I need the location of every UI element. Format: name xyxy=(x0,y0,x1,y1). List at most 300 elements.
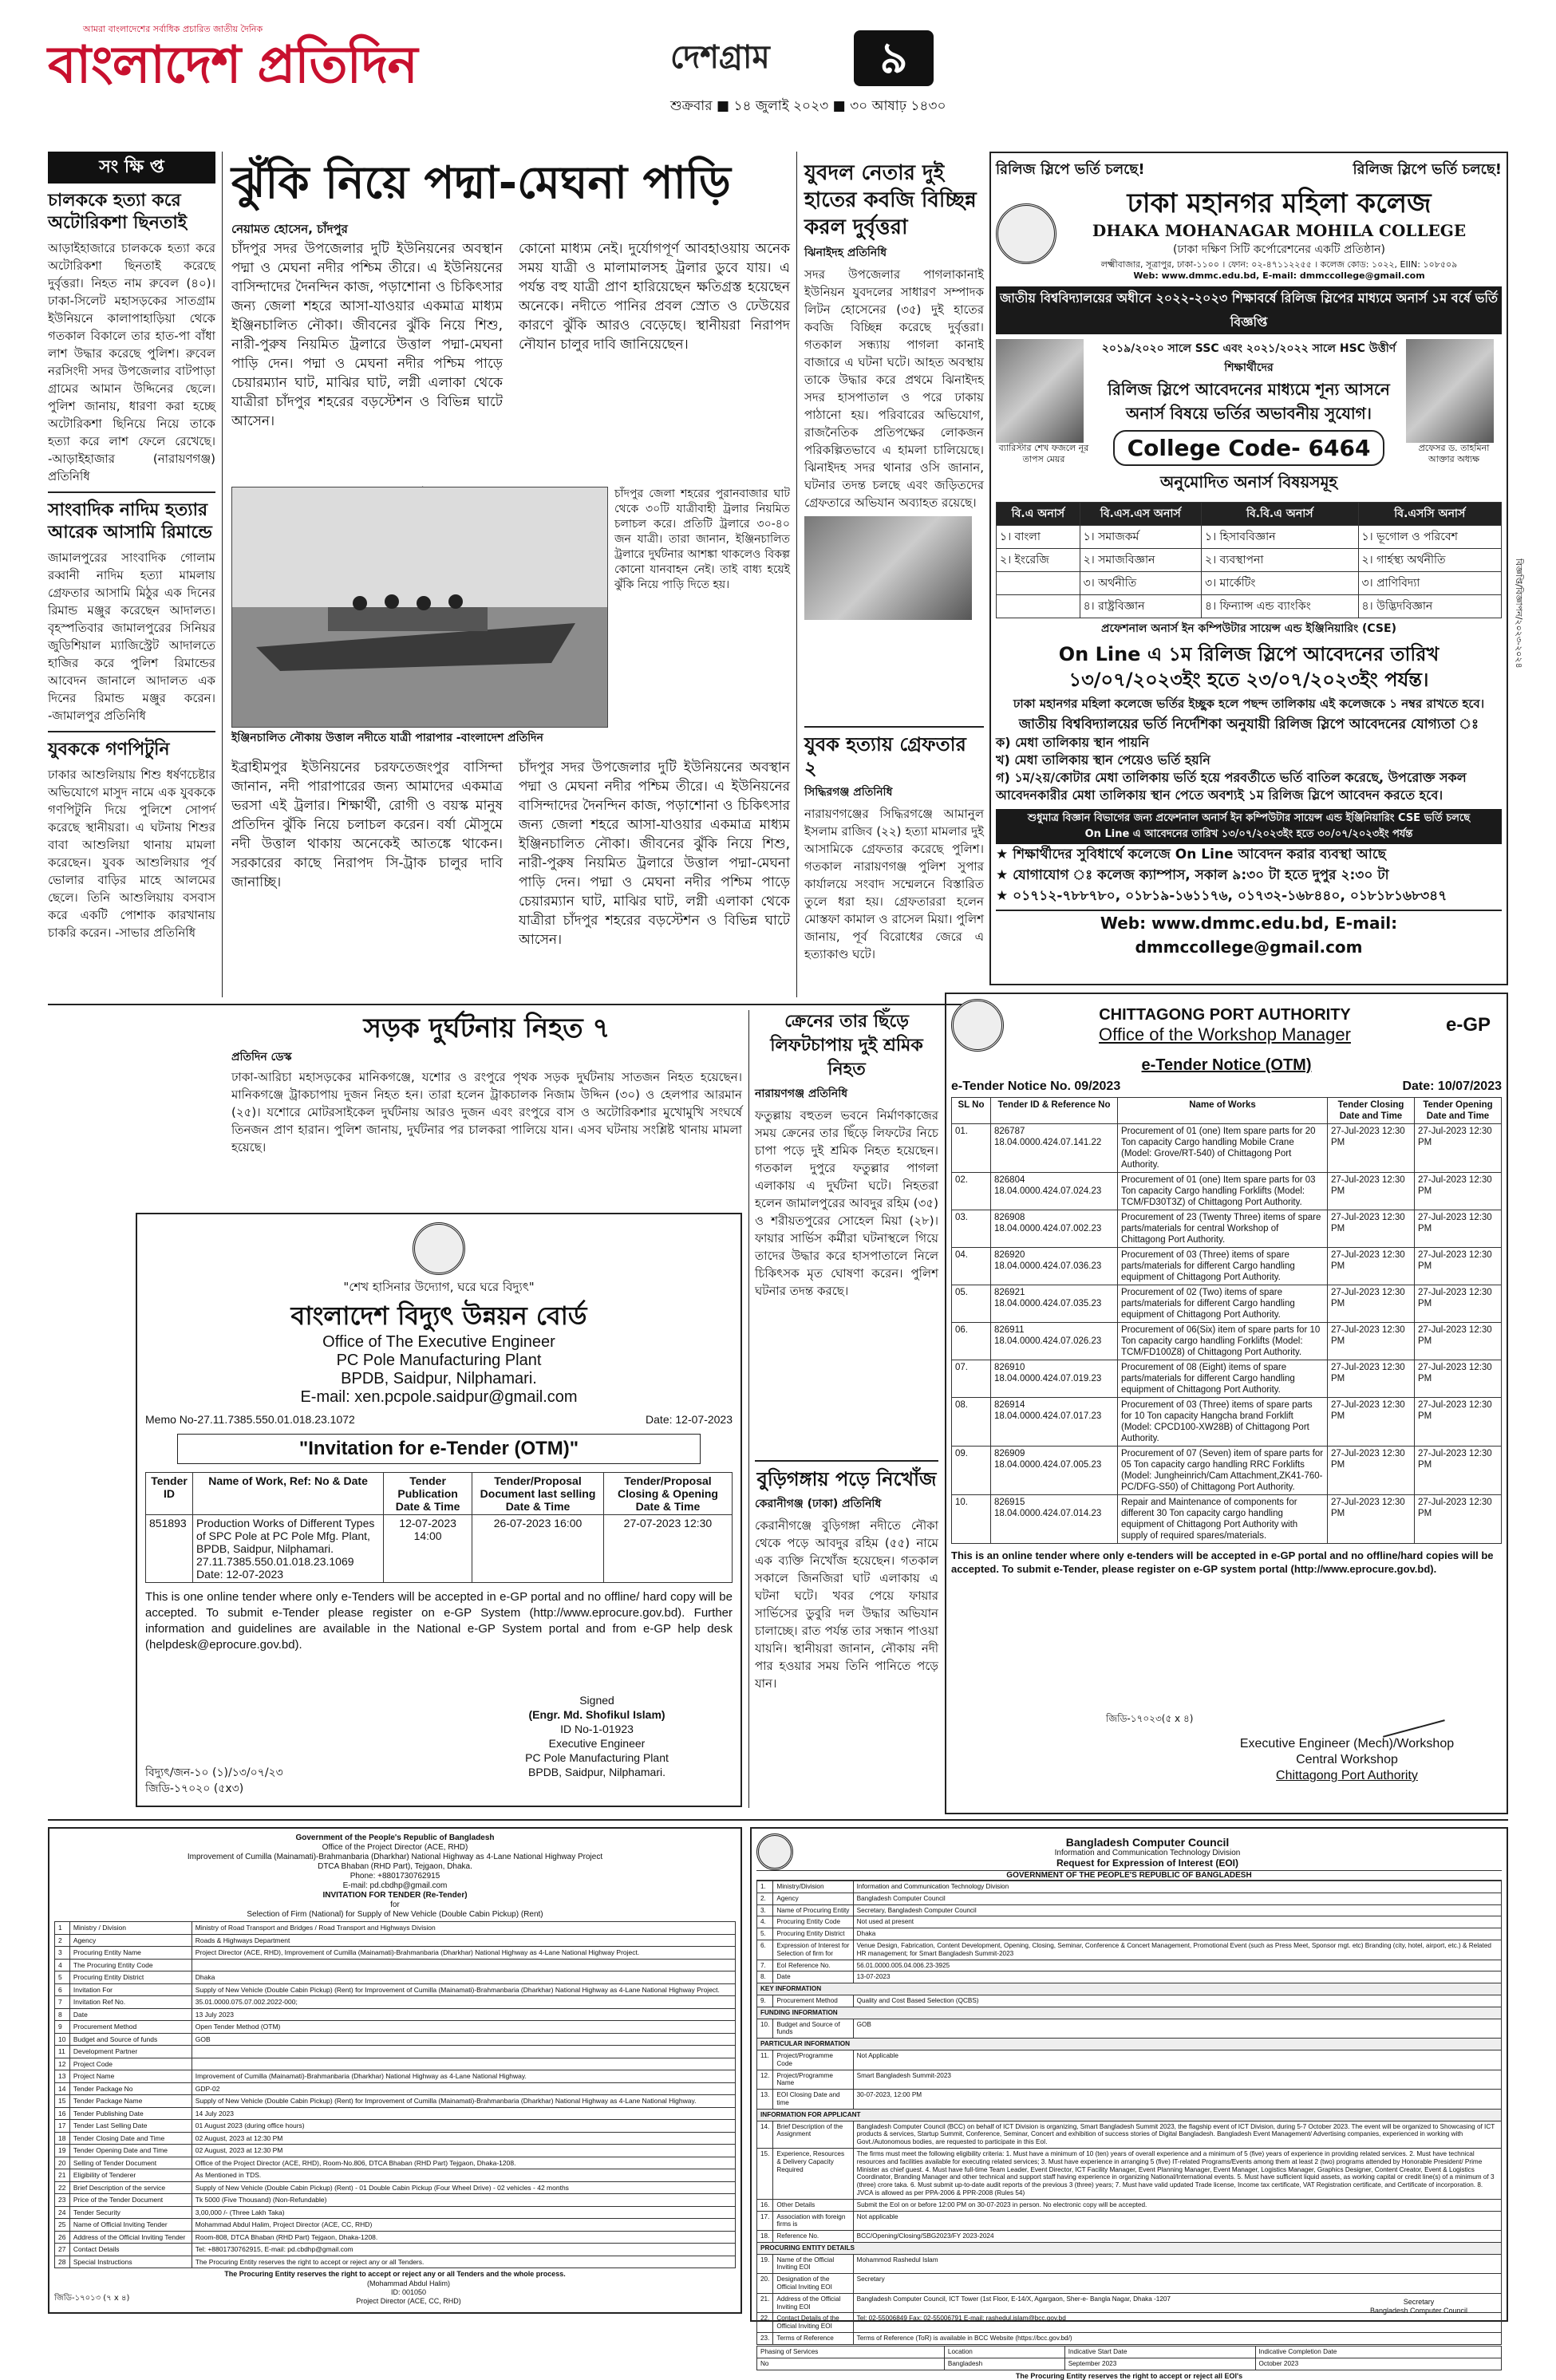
bcc-sign: Bangladesh Computer Council xyxy=(1369,2307,1468,2315)
bpdb-signer: (Engr. Md. Shofikul Islam) xyxy=(528,1708,665,1721)
story-headline: সড়ক দুর্ঘটনায় নিহত ৭ xyxy=(363,1012,610,1044)
bpdb-signer-id: ID No-1-01923 xyxy=(560,1723,634,1735)
masthead-tagline: আমরা বাংলাদেশের সর্বাধিক প্রচারিত জাতীয় দৈনিক xyxy=(83,24,263,34)
table-row xyxy=(757,2211,1502,2231)
table-cell: Procurement of 02 (Two) items of spare parts/materials for different Cargo handling equipment of Chittagong Port Authority. xyxy=(1118,1285,1328,1323)
table-cell: Designation of the Official Inviting EOI xyxy=(773,2274,853,2294)
table-cell: Procuring Entity District xyxy=(69,1971,192,1984)
story-byline: প্রতিদিন ডেস্ক xyxy=(231,1051,292,1064)
table-cell: 27-Jul-2023 12:30 PM xyxy=(1415,1248,1502,1285)
table-row xyxy=(757,1960,1502,1971)
subject-cell: ১। হিসাববিজ্ঞান xyxy=(1201,526,1358,549)
table-cell: Name of Procuring Entity xyxy=(773,1904,853,1916)
table-cell: Secretary, Bangladesh Computer Council xyxy=(853,1904,1501,1916)
bpdb-date: Date: 12-07-2023 xyxy=(646,1413,733,1426)
table-cell: 6. xyxy=(757,1940,773,1960)
table-row xyxy=(757,2358,1502,2370)
rhd-header: E-mail: pd.cbdhp@gmail.com xyxy=(342,1881,448,1890)
table-row xyxy=(55,2206,736,2219)
table-row xyxy=(55,2244,736,2256)
table-cell: 10. xyxy=(757,2019,773,2039)
bpdb-logo-icon xyxy=(413,1222,465,1275)
table-cell: 3 xyxy=(55,1947,70,1960)
rhd-sign: ID: 001050 xyxy=(390,2288,427,2296)
table-cell: 5. xyxy=(757,1928,773,1940)
table-cell: 14 July 2023 xyxy=(192,2107,735,2120)
bcc-table xyxy=(756,1881,1502,2345)
table-cell: Procurement of 06(Six) item of spare parts for 10 Ton capacity cargo handling Forklifts (Model: TCM/FD100Z8) of Chittagong Port Authority. xyxy=(1118,1323,1328,1360)
table-cell: Project Code xyxy=(69,2058,192,2070)
cpa-table xyxy=(951,1097,1502,1544)
table-cell: 01 August 2023 (during office hours) xyxy=(192,2120,735,2133)
table-cell: 22 xyxy=(55,2181,70,2194)
table-cell: Procurement Method xyxy=(69,2021,192,2034)
bpdb-motto: "শেখ হাসিনার উদ্যোগ, ঘরে ঘরে বিদ্যুৎ" xyxy=(343,1280,535,1294)
table-cell: 826915 18.04.0000.424.07.014.23 xyxy=(991,1495,1118,1544)
rhd-header: DTCA Bhaban (RHD Part), Tejgaon, Dhaka. xyxy=(318,1862,472,1871)
table-cell: Production Works of Different Types of SPC Pole at PC Pole Mfg. Plant, BPDB, Saidpur, Nilphamari. 27.11.7385.550.01.018.23.1069 Date: 12-07-2023 xyxy=(193,1515,384,1583)
subject-cell: ৩। প্রাণিবিদ্যা xyxy=(1358,572,1501,595)
table-cell: 13. xyxy=(757,2090,773,2110)
table-cell: 851893 xyxy=(146,1515,193,1583)
table-cell: Venue Design, Fabrication, Content Development, Opening, Closing, Seminar, Conference & Concert Management, Promotional Event (such as Press Meet, Sponsor mgt. etc) Branding (city, hotel, airport, etc.) & Related HR management; for Smart Bangladesh Summit-2023 xyxy=(853,1940,1501,1960)
college-logo-icon xyxy=(996,203,1056,264)
apply-line: রিলিজ স্লিপে আবেদনের মাধ্যমে শূন্য আসনে xyxy=(1108,380,1390,399)
table-cell: Other Details xyxy=(773,2199,853,2211)
story-body: সদর উপজেলার পাগলাকানাই ইউনিয়ন যুবদলের সাধারণ সম্পাদক লিটন হোসেনের (৩৫) দুই হাতের কবজি বিচ্ছিন্ন করেছে দুর্বৃত্তরা। গতকাল সন্ধ্যায় পাগলা কানাই বাজারে এ ঘটনা ঘটে। আহত অবস্থায় তাকে উদ্ধার করে প্রথমে ঝিনাইদহ সদর হাসপাতাল ও পরে ঢাকায় পাঠানো হয়। পরিবারের অভিযোগ, রাজনৈতিক প্রতিপক্ষের লোকজন পরিকল্পিতভাবে এ হামলা চালিয়েছে। ঝিনাইদহ সদর থানার ওসি জানান, ঘটনার তদন্ত চলছে এবং জড়িতদের গ্রেফতারে অভিযান অব্যাহত রয়েছে। xyxy=(804,267,984,510)
table-cell: Price of the Tender Document xyxy=(69,2194,192,2207)
cpa-egp: e-GP xyxy=(1446,1014,1491,1036)
page-section: দেশগ্রাম xyxy=(670,39,770,76)
cse-band-line: শুধুমাত্র বিজ্ঞান বিভাগের জন্য প্রফেশনাল অনার্স ইন কম্পিউটার সায়েন্স এন্ড ইঞ্জিনিয়ারিং CSE ভর্তি চলছে xyxy=(1027,812,1471,824)
table-cell: 12. xyxy=(757,2070,773,2090)
table-cell: 02. xyxy=(952,1173,991,1210)
table-row xyxy=(997,526,1502,549)
table-cell: Indicative Completion Date xyxy=(1255,2346,1501,2358)
table-cell: 13-07-2023 xyxy=(853,1971,1501,1983)
section-label: FUNDING INFORMATION xyxy=(757,2007,1502,2019)
story-body: ফতুল্লায় বহুতল ভবনে নির্মাণকাজের সময় ক্রেনের তার ছিঁড়ে লিফটের নিচে চাপা পড়ে দুই শ্রমিক নিহত হয়েছেন। গতকাল দুপুরে ফতুল্লার পাগলা এলাকায় এ দুর্ঘটনা ঘটে। নিহতরা হলেন জামালপুরের আবদুর রহিম (৩৫) ও শরীয়তপুরের সোহেল মিয়া (২৮)। ফায়ার সার্ভিস কর্মীরা ঘটনাস্থলে গিয়ে তাদের উদ্ধার করে হাসপাতালে নিলে চিকিৎসক মৃত ঘোষণা করেন। পুলিশ ঘটনার তদন্ত করছে। xyxy=(755,1108,938,1298)
table-cell: Office of the Project Director (ACE, RHD), Room-No.806, DTCA Bhaban (RHD Part) Tejgaon, Dhaka-1208. xyxy=(192,2157,735,2169)
bpdb-signer-loc: BPDB, Saidpur, Nilphamari. xyxy=(528,1766,665,1778)
subject-cell: ৩। অর্থনীতি xyxy=(1080,572,1201,595)
table-row xyxy=(55,2095,736,2108)
table-cell: October 2023 xyxy=(1255,2358,1501,2370)
rhd-ref: জিডি-১৭০১৩ (৭ x ৪) xyxy=(54,2294,130,2303)
table-cell: 12 xyxy=(55,2058,70,2070)
table-cell: 1. xyxy=(757,1881,773,1893)
cse-band-line: On Line এ আবেদনের তারিখ ১৩/০৭/২০২৩ইং হতে ৩০/০৭/২০২৩ইং পর্যন্ত xyxy=(1084,828,1413,840)
rhd-header: Office of the Project Director (ACE, RHD) xyxy=(322,1843,468,1852)
subject-cell: ২। ব্যবস্থাপনা xyxy=(1201,549,1358,572)
table-cell: The Procuring Entity reserves the right to accept or reject any or all Tenders. xyxy=(192,2256,735,2268)
table-row xyxy=(952,1495,1502,1544)
table-cell: Agency xyxy=(69,1934,192,1947)
table-cell: Indicative Start Date xyxy=(1064,2346,1255,2358)
table-cell: Tk 5000 (Five Thousand) (Non-Refundable) xyxy=(192,2194,735,2207)
rhd-sel: Selection of Firm (National) for Supply of New Vehicle (Double Cabin Pickup) (Rent) xyxy=(247,1910,543,1919)
table-cell: 826787 18.04.0000.424.07.141.22 xyxy=(991,1124,1118,1173)
table-cell: 27-Jul-2023 12:30 PM xyxy=(1415,1398,1502,1447)
masthead xyxy=(48,22,1005,142)
table-cell: No xyxy=(757,2358,945,2370)
principal-photo xyxy=(1406,339,1502,497)
table-cell: 22. xyxy=(757,2313,773,2333)
online-facility: ★ শিক্ষার্থীদের সুবিধার্থে কলেজে On Line আবেদন করার ব্যবস্থা আছে xyxy=(996,847,1386,862)
table-row xyxy=(55,2070,736,2083)
table-cell: Ministry of Road Transport and Bridges / Road Transport and Highways Division xyxy=(192,1922,735,1935)
college-admission-banner: রিলিজ স্লিপে ভর্তি চলছে! xyxy=(1353,161,1502,178)
table-header: Tender Closing Date and Time xyxy=(1328,1098,1415,1124)
table-cell: 01. xyxy=(952,1124,991,1173)
table-cell: Procurement of 23 (Twenty Three) items of spare parts/materials for central Workshop of Chittagong Port Authority. xyxy=(1118,1210,1328,1248)
story-headline: বুড়িগঙ্গায় পড়ে নিখোঁজ xyxy=(756,1468,937,1490)
table-cell: As Mentioned in TDS. xyxy=(192,2169,735,2182)
eligibility-item: ক) মেধা তালিকায় স্থান পায়নি xyxy=(996,735,1150,750)
college-band: জাতীয় বিশ্ববিদ্যালয়ের অধীনে ২০২২-২০২৩ শিক্ষাবর্ষে রিলিজ স্লিপের মাধ্যমে অনার্স ১ম বর্ষে ভর্তি বিজ্ঞপ্তি xyxy=(996,286,1502,334)
subject-cell: ১। ভূগোল ও পরিবেশ xyxy=(1358,526,1501,549)
rhd-header: Government of the People's Republic of Bangladesh xyxy=(295,1833,495,1842)
subject-header: বি.এসসি অনার্স xyxy=(1358,503,1501,526)
table-cell: Open Tender Method (OTM) xyxy=(192,2021,735,2034)
bpdb-signer-plant: PC Pole Manufacturing Plant xyxy=(525,1751,669,1764)
lead-headline: ঝুঁকি নিয়ে পদ্মা-মেঘনা পাড়ি xyxy=(231,157,731,209)
table-cell: Name of Official Inviting Tender xyxy=(69,2219,192,2232)
bpdb-tender xyxy=(136,1213,742,1807)
table-cell: Procurement of 03 (Three) items of spare parts/materials for different Cargo handling equipment of Chittagong Port Authority. xyxy=(1118,1248,1328,1285)
table-cell: 5 xyxy=(55,1971,70,1984)
table-row xyxy=(952,1248,1502,1285)
lead-paragraph: চাঁদপুর সদর উপজেলার দুটি ইউনিয়নের অবস্থান পদ্মা ও মেঘনা নদীর পশ্চিম তীরে। এ ইউনিয়নের বাসিন্দাদের দৈনন্দিন কাজ, পড়াশোনা ও চিকিৎসার জন্য জেলা শহরে আসা-যাওয়ার একমাত্র মাধ্যম ইঞ্জিনচালিত নৌকা। জীবনের ঝুঁকি নিয়ে শিশু, নারী-পুরুষ নিয়মিত ট্রলারে উত্তাল পদ্মা-মেঘনা পাড়ি দেন। পদ্মা ও মেঘনা নদীর পশ্চিম পাড়ে চেয়ারম্যান ঘাট, মাঝির ঘাট, লগ্নী এলাকা থেকে যাত্রীরা চাঁদপুর শহরের বড়স্টেশন ও বিভিন্ন ঘাটে আসেন। xyxy=(231,241,503,429)
table-cell: 3,00,000 /- (Three Lakh Taka) xyxy=(192,2206,735,2219)
story-road-accident xyxy=(231,1010,742,1210)
table-row xyxy=(55,1983,736,1996)
table-cell: 04. xyxy=(952,1248,991,1285)
rhd-header: Improvement of Cumilla (Mainamati)-Brahmanbaria (Dharkhar) National Highway as 4-Lane National Highway Project xyxy=(187,1853,603,1861)
table-cell: 8. xyxy=(757,1971,773,1983)
table-cell: 09. xyxy=(952,1447,991,1495)
table-cell: 6 xyxy=(55,1983,70,1996)
table-row xyxy=(952,1360,1502,1398)
table-cell: Procurement of 08 (Eight) items of spare parts/materials for different Cargo handling equipment of Chittagong Port Authority. xyxy=(1118,1360,1328,1398)
cse-line: প্রফেশনাল অনার্স ইন কম্পিউটার সায়েন্স এন্ড ইঞ্জিনিয়ারিং (CSE) xyxy=(1101,622,1396,635)
bcc-eoi xyxy=(750,1827,1508,2380)
table-row xyxy=(997,549,1502,572)
table-cell: Bangladesh Computer Council (BCC) on behalf of ICT Division is organizing, Smart Bangladesh Summit 2023, the flagship event of ICT Division, during 5-7 October 2023. The event will be organized to Showcasing of ICT products & services, Startup Summit, Conference, Seminar, Concert and exhibition of success stories of Digital Bangladesh. Bangladesh Event Management/ Advertising companies, experienced in working with Govt./Autonomous bodies, are requested to participate in this EoI. xyxy=(853,2121,1501,2148)
section-label: KEY INFORMATION xyxy=(757,1983,1502,1995)
table-header: Tender ID xyxy=(146,1473,193,1515)
table-cell: Terms of Reference xyxy=(773,2333,853,2345)
story-headline: যুবক হত্যায় গ্রেফতার ২ xyxy=(804,733,966,780)
cpa-tender xyxy=(945,993,1508,1814)
bpdb-signer-post: Executive Engineer xyxy=(548,1737,646,1750)
subject-cell: ২। সমাজবিজ্ঞান xyxy=(1080,549,1201,572)
table-cell: 2 xyxy=(55,1934,70,1947)
table-cell: Phasing of Services xyxy=(757,2346,945,2358)
table-cell: 14. xyxy=(757,2121,773,2148)
table-cell: Mohammad Abdul Halim, Project Director (ACE, CC, RHD) xyxy=(192,2219,735,2232)
table-row xyxy=(55,2033,736,2046)
signature-icon xyxy=(1376,1696,1445,1738)
subject-cell: ১। সমাজকর্ম xyxy=(1080,526,1201,549)
table-cell: 13 July 2023 xyxy=(192,2008,735,2021)
table-cell: 1 xyxy=(55,1922,70,1935)
table-row xyxy=(757,2019,1502,2039)
cpa-org: CHITTAGONG PORT AUTHORITY xyxy=(1099,1005,1351,1024)
cpa-sign: Central Workshop xyxy=(1296,1753,1398,1766)
table-row xyxy=(55,1971,736,1984)
table-cell: 26-07-2023 16:00 xyxy=(472,1515,604,1583)
table-cell: 07. xyxy=(952,1360,991,1398)
table-header: Tender/Proposal Document last selling Date & Time xyxy=(472,1473,604,1515)
college-ad xyxy=(989,152,1508,985)
table-cell: Association with foreign firms is xyxy=(773,2211,853,2231)
college-name-en: DHAKA MOHANAGAR MOHILA COLLEGE xyxy=(1092,221,1467,240)
cpa-notice-no: e-Tender Notice No. 09/2023 xyxy=(951,1079,1121,1093)
bpdb-table xyxy=(145,1472,733,1583)
table-row xyxy=(952,1323,1502,1360)
section-row xyxy=(757,2109,1502,2121)
table-cell: Secretary xyxy=(853,2274,1501,2294)
table-cell: The firms must meet the following eligibility criteria: 1. Must have a minimum of 10 (ten) years of overall experience and a minimum of 5 (five) years of experience in providing related services. 2. Must have technical resources and facilities available for executing related services; 3. Must have experience in arranging 5 (five) IT-related Programs/Events among them at least 2 (two) programs attended by Honorable President/ Prime Minister as chief guest. 4. Must have full-time Team Leader, Event Director, ICT Facility Manager, Event Planning Manager, Event Manager, Logistics Manager, Graphics Designer, Content Creator, Event & Logistics Coordinator, Branding Manager and other technical and support staff having experience in organizing National/International events. 5. Must have sufficient liquid assets, as working capital or credit line(s) of a minimum of 3 (three) crore taka. 6. Must submit up-to-date audit reports of the previous 3 (three) years; 7. Must have valid updated Trade license, Income tax certificate, VAT Registration certificate, and Certificate of incorporation. 8. JVCA is allowed as per PPA-2006 & PPR-2008 (Rules 54) xyxy=(853,2148,1501,2199)
table-row xyxy=(55,2132,736,2145)
table-cell: 826921 18.04.0000.424.07.035.23 xyxy=(991,1285,1118,1323)
table-header: Tender ID & Reference No xyxy=(991,1098,1118,1124)
table-cell: 25 xyxy=(55,2219,70,2232)
table-header: Tender Opening Date and Time xyxy=(1415,1098,1502,1124)
story-jubodal xyxy=(804,160,984,718)
bpdb-memo: Memo No-27.11.7385.550.01.018.23.1072 xyxy=(145,1413,355,1426)
table-cell: 16 xyxy=(55,2107,70,2120)
table-cell: 27-Jul-2023 12:30 PM xyxy=(1328,1360,1415,1398)
table-row xyxy=(757,2121,1502,2148)
table-cell: 19. xyxy=(757,2254,773,2274)
table-cell: Procurement of 01 (one) Item spare parts for 20 Ton capacity Cargo handling Mobile Crane (Model: Grove/RT-540) of Chittagong Port Authority. xyxy=(1118,1124,1328,1173)
table-cell: 27-Jul-2023 12:30 PM xyxy=(1415,1285,1502,1323)
table-row xyxy=(55,2058,736,2070)
page-number: ৯ xyxy=(854,30,934,86)
table-header: Tender Publication Date & Time xyxy=(384,1473,472,1515)
subject-header: বি.এ অনার্স xyxy=(997,503,1080,526)
story-byline: নারায়ণগঞ্জ প্রতিনিধি xyxy=(755,1087,848,1100)
table-cell: Brief Description of the service xyxy=(69,2181,192,2194)
subject-cell: ৩। মার্কেটিং xyxy=(1201,572,1358,595)
table-cell: 02 August, 2023 at 12:30 PM xyxy=(192,2145,735,2157)
bpdb-ref: জিডি-১৭০২০ (৫x৩) xyxy=(145,1782,244,1795)
bcc-council: Bangladesh Computer Council xyxy=(1065,1835,1230,1849)
subject-cell: ২। ইংরেজি xyxy=(997,549,1080,572)
table-cell: Procurement of 01 (one) Item spare parts for 03 Ton capacity Cargo handling Forklifts (Model: TCM/FD30T3Z) of Chittagong Port Authority. xyxy=(1118,1173,1328,1210)
bpdb-office: Office of The Executive Engineer xyxy=(322,1333,555,1351)
lead-story xyxy=(231,152,790,997)
story-headline: যুবদল নেতার দুই হাতের কবজি বিচ্ছিন্ন করল দুর্বৃত্তরা xyxy=(804,161,977,239)
story-murder-arrest xyxy=(804,726,984,997)
table-cell: Tel: 02-55006849 Fax: 02-55006791 E-mail: rashedul.islam@bcc.gov.bd xyxy=(853,2313,1501,2333)
table-cell: Project Name xyxy=(69,2070,192,2083)
table-row xyxy=(997,595,1502,618)
table-cell: Tender Publishing Date xyxy=(69,2107,192,2120)
table-cell: Bangladesh Computer Council xyxy=(853,1893,1501,1904)
table-cell: Project/Programme Code xyxy=(773,2050,853,2070)
table-row xyxy=(952,1398,1502,1447)
brief-item xyxy=(48,739,215,941)
table-row xyxy=(55,2231,736,2244)
table-cell: Room-808, DTCA Bhaban (RHD Part) Tejgaon, Dhaka-1208. xyxy=(192,2231,735,2244)
table-cell: 18 xyxy=(55,2132,70,2145)
table-cell: 15 xyxy=(55,2095,70,2108)
section-row xyxy=(757,1983,1502,1995)
table-row xyxy=(757,2090,1502,2110)
table-row xyxy=(952,1173,1502,1210)
table-cell: 19 xyxy=(55,2145,70,2157)
table-cell: Tender Package Name xyxy=(69,2095,192,2108)
bcc-footer: The Procuring Entity reserves the right to accept or reject all EOI's xyxy=(1015,2371,1243,2380)
table-cell xyxy=(192,2058,735,2070)
table-header: SL No xyxy=(952,1098,991,1124)
table-header: Name of Works xyxy=(1118,1098,1328,1124)
story-body: নারায়ণগঞ্জের সিদ্ধিরগঞ্জে আমানুল ইসলাম রাজিব (২২) হত্যা মামলার দুই আসামিকে গ্রেফতার করেছে পুলিশ। গতকাল নারায়ণগঞ্জ পুলিশ সুপার কার্যালয়ে সংবাদ সম্মেলনে বিস্তারিত তুলে ধরা হয়। গ্রেফতাররা হলেন মোস্তফা কামাল ও রাসেল মিয়া। পুলিশ জানায়, পূর্ব বিরোধের জেরে এ হত্যাকাণ্ড ঘটে। xyxy=(804,807,984,961)
bpdb-signed: Signed xyxy=(579,1694,614,1707)
table-row xyxy=(55,2145,736,2157)
table-cell: Dhaka xyxy=(192,1971,735,1984)
cpa-logo-icon xyxy=(951,999,1004,1052)
cpa-note: This is an online tender where only e-tenders will be accepted in e-GP portal and no offline/hard copies will be accepted. To submit e-Tender, please register on e-GP system portal (http://www.eprocure.gov.bd). xyxy=(951,1549,1494,1575)
bcc-rfe: Request for Expression of Interest (EOI) xyxy=(1056,1857,1239,1869)
table-cell: Eligibility of Tenderer xyxy=(69,2169,192,2182)
table-cell: Name of the Official Inviting EOI xyxy=(773,2254,853,2274)
table-cell: Experience, Resources & Delivery Capacity Required xyxy=(773,2148,853,2199)
table-cell: Procuring Entity Name xyxy=(69,1947,192,1960)
table-cell: 17. xyxy=(757,2211,773,2231)
table-cell: 826914 18.04.0000.424.07.017.23 xyxy=(991,1398,1118,1447)
table-cell: 826909 18.04.0000.424.07.005.23 xyxy=(991,1447,1118,1495)
subject-cell: ৪। ফিন্যান্স এন্ড ব্যাংকিং xyxy=(1201,595,1358,618)
online-date-1: On Line এ ১ম রিলিজ স্লিপে আবেদনের তারিখ xyxy=(1058,643,1439,665)
apply-line: অনার্স বিষয়ে ভর্তির অভাবনীয় সুযোগ। xyxy=(1126,404,1372,423)
table-row xyxy=(952,1124,1502,1173)
brief-item xyxy=(48,190,215,485)
table-row xyxy=(757,1881,1502,1893)
table-cell: Brief Description of the Assignment xyxy=(773,2121,853,2148)
issue-date: শুক্রবার ■ ১৪ জুলাই ২০২৩ ■ ৩০ আষাঢ় ১৪৩০ xyxy=(670,98,946,114)
table-cell: Not Applicable xyxy=(853,2050,1501,2070)
table-cell: 4 xyxy=(55,1959,70,1971)
table-cell: 06. xyxy=(952,1323,991,1360)
table-cell: 826910 18.04.0000.424.07.019.23 xyxy=(991,1360,1118,1398)
mayor-caption: ব্যারিস্টার শেখ ফজলে নূর তাপস মেয়র xyxy=(998,443,1089,464)
table-cell: Supply of New Vehicle (Double Cabin Pickup) (Rent) for Improvement of Cumilla (Mainamati)-Brahmanbaria (Dharkhar) National Highway as 4-Lane National Highway. xyxy=(192,2095,735,2108)
table-cell: 3. xyxy=(757,1904,773,1916)
table-cell: 27 xyxy=(55,2244,70,2256)
rhd-footer: The Procuring Entity reserves the right to accept or reject any or all Tenders and the whole process. xyxy=(224,2270,566,2278)
table-cell: 9 xyxy=(55,2021,70,2034)
table-cell: 20. xyxy=(757,2274,773,2294)
cpa-ref: জিডি-১৭০২৩(৫ x ৪) xyxy=(1106,1713,1194,1724)
table-cell: Contact Details xyxy=(69,2244,192,2256)
story-byline: ঝিনাইদহ প্রতিনিধি xyxy=(804,247,887,259)
table-row xyxy=(55,2021,736,2034)
table-cell: 8 xyxy=(55,2008,70,2021)
newspaper-logo: বাংলাদেশ প্রতিদিন xyxy=(48,36,417,95)
section-label: PROCURING ENTITY DETAILS xyxy=(757,2242,1502,2254)
eligibility-item: খ) মেধা তালিকায় স্থান পেয়েও ভর্তি হয়নি xyxy=(996,752,1210,768)
table-cell: 10 xyxy=(55,2033,70,2046)
table-cell xyxy=(192,2046,735,2058)
table-row xyxy=(952,1285,1502,1323)
table-cell: Supply of New Vehicle (Double Cabin Pickup) (Rent) - 01 Double Cabin Pickup (Four Wheel Drive) - 02 vehicles - 42 months xyxy=(192,2181,735,2194)
bcc-phasing xyxy=(756,2346,1502,2370)
table-cell xyxy=(192,1959,735,1971)
table-cell: Procurement of 03 (Three) items of spare parts for 10 Ton capacity Hangcha brand Forklift (Model: CPCD100-XW28B) of Chittagong Port Authority. xyxy=(1118,1398,1328,1447)
story-photo xyxy=(804,516,972,620)
table-row xyxy=(146,1515,733,1583)
eligibility-item: গ) ১ম/২য়/কোটার মেধা তালিকায় ভর্তি হয়ে পরবর্তীতে ভর্তি বাতিল করেছে, উপরোক্ত সকল আবেদনকারীর মেধা তালিকায় স্থান পেতে অবশ্যই ১ম রিলিজ স্লিপে আবেদন করতে হবে। xyxy=(996,770,1467,803)
table-cell: 28 xyxy=(55,2256,70,2268)
table-row xyxy=(55,2256,736,2268)
table-cell: 11. xyxy=(757,2050,773,2070)
table-row xyxy=(757,2313,1502,2333)
table-cell: 27-Jul-2023 12:30 PM xyxy=(1328,1173,1415,1210)
brief-item-title: চালককে হত্যা করে অটোরিকশা ছিনতাই xyxy=(48,191,188,233)
table-cell: 27-Jul-2023 12:30 PM xyxy=(1328,1398,1415,1447)
brief-item xyxy=(48,499,215,724)
table-cell: 08. xyxy=(952,1398,991,1447)
table-cell: Agency xyxy=(773,1893,853,1904)
story-byline: সিদ্ধিরগঞ্জ প্রতিনিধি xyxy=(804,786,893,799)
bcc-division: Information and Communication Technology Division xyxy=(1054,1848,1241,1857)
table-cell: Ministry/Division xyxy=(773,1881,853,1893)
lead-paragraph: কোনো মাধ্যম নেই। দুর্যোগপূর্ণ আবহাওয়ায় অনেক সময় যাত্রী ও মালামালসহ ট্রলার ডুবে যায়। এ পর্যন্ত বহু যাত্রী প্রাণ হারিয়েছেন ক্ষতিগ্রস্ত হয়েছেন অনেকে। নদীতে পানির প্রবল স্রোত ও ঢেউয়ের কারণে ঝুঁকি আরও বেড়েছে। স্থানীয়রা নিরাপদ নৌযান চালুর দাবি জানিয়েছেন। xyxy=(519,241,790,353)
cpa-date: Date: 10/07/2023 xyxy=(1402,1079,1502,1093)
story-headline: ক্রেনের তার ছিঁড়ে লিফটচাপায় দুই শ্রমিক নিহত xyxy=(770,1012,923,1079)
table-cell: 27-Jul-2023 12:30 PM xyxy=(1415,1360,1502,1398)
cpa-sign: Chittagong Port Authority xyxy=(1276,1769,1418,1782)
rhd-tender xyxy=(48,1827,742,2314)
table-cell: Smart Bangladesh Summit-2023 xyxy=(853,2070,1501,2090)
table-cell: 4. xyxy=(757,1916,773,1928)
table-cell: Mohammod Rashedul Islam xyxy=(853,2254,1501,2274)
college-code: College Code- 6464 xyxy=(1113,430,1385,466)
boat-image-icon xyxy=(232,487,607,727)
table-cell: Address of the Official Inviting Tender xyxy=(69,2231,192,2244)
table-cell: Tender Last Selling Date xyxy=(69,2120,192,2133)
table-cell: Contact Details of the Official Inviting EOI xyxy=(773,2313,853,2333)
table-cell: Quality and Cost Based Selection (QCBS) xyxy=(853,1995,1501,2007)
table-row xyxy=(757,2254,1502,2274)
table-cell: Ministry / Division xyxy=(69,1922,192,1935)
subject-cell xyxy=(997,595,1080,618)
college-name-bn: ঢাকা মহানগর মহিলা কলেজ xyxy=(1127,187,1432,219)
table-row xyxy=(55,2219,736,2232)
table-row xyxy=(55,2082,736,2095)
subject-cell: ৪। উদ্ভিদবিজ্ঞান xyxy=(1358,595,1501,618)
table-cell: Bangladesh Computer Council, ICT Tower (1st Floor, E-14/X, Agargaon, Sher-e- Bangla Nagar, Dhaka -1207 xyxy=(853,2293,1501,2313)
cpa-title: e-Tender Notice (OTM) xyxy=(1141,1056,1312,1074)
table-cell: 27-Jul-2023 12:30 PM xyxy=(1328,1124,1415,1173)
table-row xyxy=(55,1947,736,1960)
table-cell: 27-Jul-2023 12:30 PM xyxy=(1328,1495,1415,1544)
table-cell: 27-Jul-2023 12:30 PM xyxy=(1415,1210,1502,1248)
table-cell: Expression of Interest for Selection of firm for xyxy=(773,1940,853,1960)
cpa-sign: Executive Engineer (Mech)/Workshop xyxy=(1239,1737,1455,1750)
rhd-title: INVITATION FOR TENDER (Re-Tender) xyxy=(322,1891,468,1900)
subject-cell xyxy=(997,572,1080,595)
table-cell: Tender Security xyxy=(69,2206,192,2219)
table-cell: 27-Jul-2023 12:30 PM xyxy=(1328,1248,1415,1285)
table-cell: Budget and Source of funds xyxy=(773,2019,853,2039)
table-cell: 826804 18.04.0000.424.07.024.23 xyxy=(991,1173,1118,1210)
table-cell: 7. xyxy=(757,1960,773,1971)
